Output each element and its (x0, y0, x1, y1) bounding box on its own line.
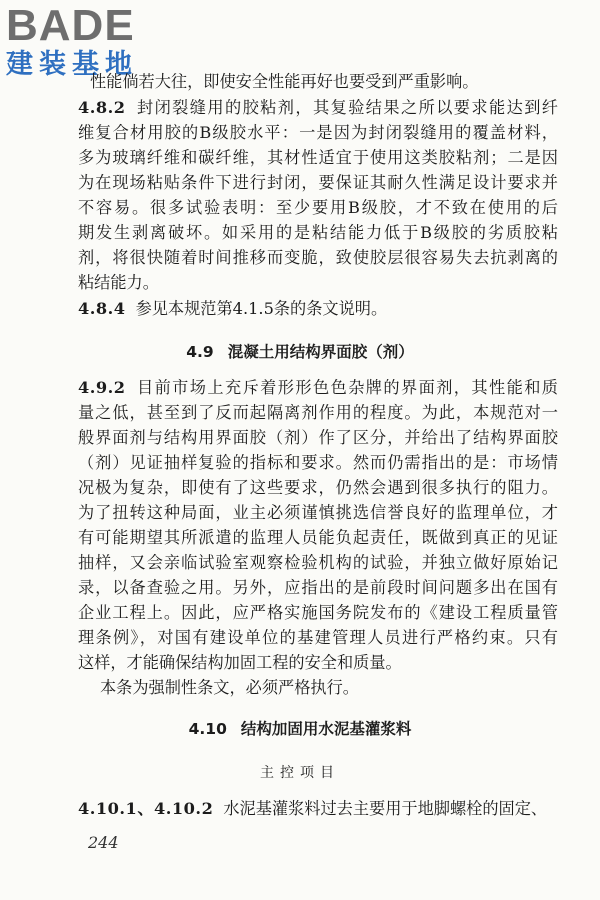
section-heading-4-10 (0, 718, 600, 740)
heading-title: 混凝土用结构界面胶（剂） (227, 343, 414, 361)
paragraph-line (78, 299, 558, 321)
paragraph-line: 多为玻璃纤维和碳纤维，其材性适宜于使用这类胶粘剂；二是因 (78, 148, 558, 167)
paragraph-line: 剂，将很快随着时间推移而变脆，致使胶层很容易失去抗剥离的 (78, 248, 558, 267)
clause-number: 4.9.2 (78, 378, 126, 397)
paragraph-line: 抽样，又会亲临试验室观察检验机构的试验，并独立做好原始记 (78, 553, 558, 572)
paragraph-line: 期发生剥离破坏。如采用的是粘结能力低于B级胶的劣质胶粘 (78, 223, 558, 242)
clause-number: 4.8.2 (78, 98, 126, 117)
heading-title: 结构加固用水泥基灌浆料 (240, 720, 412, 738)
section-heading-4-9 (0, 341, 600, 363)
paragraph-line (78, 799, 558, 821)
paragraph-line: 有可能期望其所派遣的监理人员能负起责任，既做到真正的见证 (78, 528, 558, 547)
clause-text: 目前市场上充斥着形形色色杂牌的界面剂，其性能和质 (135, 378, 558, 397)
paragraph-line (78, 378, 558, 400)
paragraph-line (78, 98, 558, 120)
clause-number: 4.10.1、4.10.2 (78, 799, 214, 818)
heading-number: 4.10 (188, 720, 227, 738)
clause-text: 水泥基灌浆料过去主要用于地脚螺栓的固定、 (223, 799, 548, 818)
logo-sub-text: 建装基地 (6, 49, 138, 80)
paragraph-line: 况极为复杂，即使有了这些要求，仍然会遇到很多执行的阻力。 (78, 478, 558, 497)
top-fragment-line: 性能倘若大往，即使安全性能再好也要受到严重影响。 (90, 72, 479, 91)
paragraph-line: 粘结能力。 (78, 273, 159, 292)
paragraph-line: 为了扭转这种局面，业主必须谨慎挑选信誉良好的监理单位，才 (78, 503, 558, 522)
paragraph-line: 录，以备查验之用。另外，应指出的是前段时间问题多出在国有 (78, 578, 558, 597)
clause-text: 参见本规范第4.1.5条的条文说明。 (135, 299, 388, 318)
clause-number: 4.8.4 (78, 299, 126, 318)
paragraph-line: （剂）见证抽样复验的指标和要求。然而仍需指出的是：市场情 (78, 453, 558, 472)
paragraph-line: 般界面剂与结构用界面胶（剂）作了区分，并给出了结构界面胶 (78, 428, 558, 447)
bade-logo (6, 1, 176, 80)
paragraph-line: 量之低，甚至到了反而起隔离剂作用的程度。为此，本规范对一 (78, 403, 558, 422)
page-number: 244 (88, 833, 119, 852)
logo-main-text: BADE (6, 1, 135, 50)
paragraph-line: 企业工程上。因此，应严格实施国务院发布的《建设工程质量管 (78, 603, 558, 622)
mandatory-note: 本条为强制性条文，必须严格执行。 (100, 678, 359, 697)
heading-number: 4.9 (186, 343, 214, 361)
paragraph-line: 不容易。很多试验表明：至少要用B级胶，才不致在使用的后 (78, 198, 558, 217)
clause-text: 封闭裂缝用的胶粘剂，其复验结果之所以要求能达到纤 (135, 98, 558, 117)
paragraph-line: 这样，才能确保结构加固工程的安全和质量。 (78, 653, 402, 672)
paragraph-line: 维复合材用胶的B级胶水平：一是因为封闭裂缝用的覆盖材料， (78, 123, 558, 142)
subheading-main-control: 主控项目 (260, 765, 340, 781)
paragraph-line: 为在现场粘贴条件下进行封闭，要保证其耐久性满足设计要求并 (78, 173, 558, 192)
paragraph-line: 理条例》，对国有建设单位的基建管理人员进行严格约束。只有 (78, 628, 558, 647)
